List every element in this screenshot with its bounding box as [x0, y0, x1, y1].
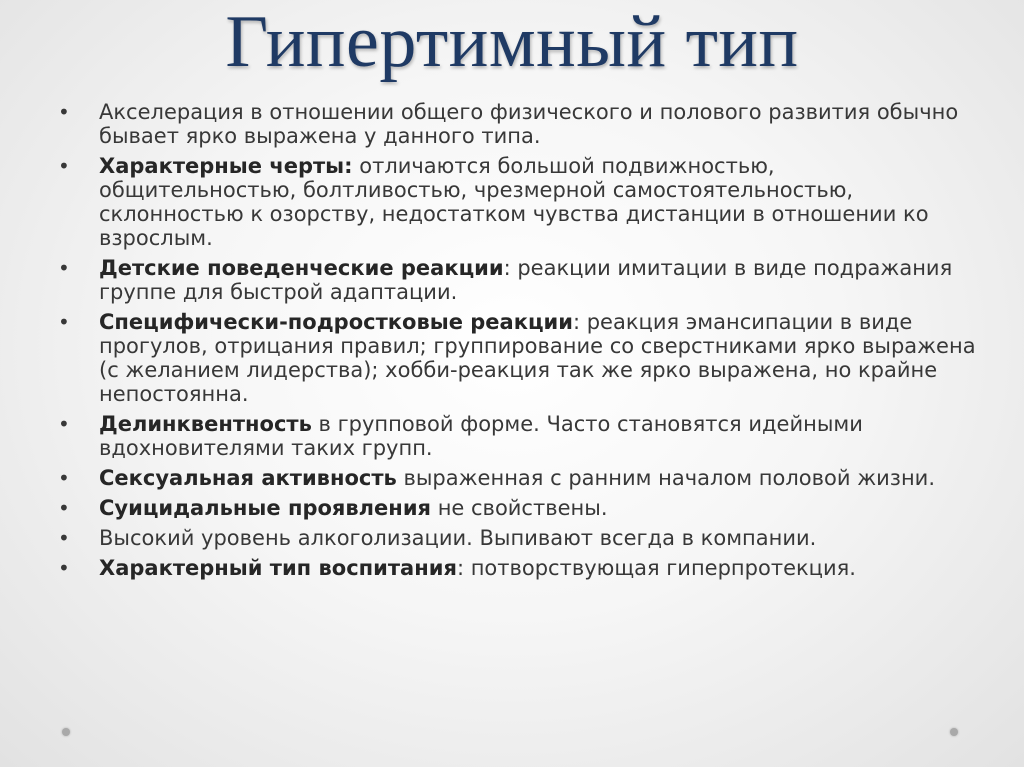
- bullet-list: [56, 100, 976, 586]
- bullet-text: выраженная с ранним началом половой жизни.: [396, 466, 935, 490]
- bullet-text: : реакции имитации в виде подражания группе для быстрой адаптации.: [99, 256, 953, 304]
- bullet-item-acceleration: [56, 100, 976, 148]
- bullet-term: Делинквентность: [99, 412, 312, 436]
- bullet-dot-icon: •: [58, 556, 70, 580]
- bullet-text: Высокий уровень алкоголизации. Выпивают всегда в компании.: [99, 526, 817, 550]
- bullet-dot-icon: •: [58, 154, 70, 178]
- bullet-dot-icon: •: [58, 100, 70, 124]
- bullet-text: не свойствены.: [431, 496, 608, 520]
- bullet-term: Суицидальные проявления: [99, 496, 432, 520]
- bullet-dot-icon: •: [58, 526, 70, 550]
- bullet-dot-icon: •: [58, 310, 70, 334]
- bullet-dot-icon: •: [58, 496, 70, 520]
- corner-dot-icon: [62, 728, 70, 736]
- bullet-text: : реакция эмансипации в виде прогулов, отрицания правил; группирование со сверстниками ярко выражена (с желанием лидерства); хобби-реакция так же ярко выражена, но крайне непостоянна.: [99, 310, 976, 406]
- bullet-text: Акселерация в отношении общего физического и полового развития обычно бывает ярко выражена у данного типа.: [99, 100, 959, 148]
- bullet-term: Характерные черты:: [99, 154, 353, 178]
- bullet-item-suicidal: [56, 496, 976, 520]
- bullet-item-delinquency: [56, 412, 976, 460]
- corner-dot-icon: [950, 728, 958, 736]
- bullet-item-alcohol: [56, 526, 976, 550]
- bullet-item-child-reactions: [56, 256, 976, 304]
- slide-title: Гипертимный тип: [225, 1, 799, 83]
- bullet-term: Характерный тип воспитания: [99, 556, 457, 580]
- bullet-term: Специфически-подростковые реакции: [99, 310, 573, 334]
- bullet-text: в групповой форме. Часто становятся идейными вдохновителями таких групп.: [99, 412, 863, 460]
- bullet-dot-icon: •: [58, 412, 70, 436]
- bullet-text: отличаются большой подвижностью, общительностью, болтливостью, чрезмерной самостоятельностью, склонностью к озорству, недостатком чувства дистанции в отношении ко взрослым.: [99, 154, 929, 250]
- bullet-dot-icon: •: [58, 256, 70, 280]
- bullet-term: Детские поведенческие реакции: [99, 256, 504, 280]
- bullet-text: : потворствующая гиперпротекция.: [456, 556, 856, 580]
- bullet-dot-icon: •: [58, 466, 70, 490]
- bullet-item-sexual-activity: [56, 466, 976, 490]
- bullet-item-traits: [56, 154, 976, 250]
- bullet-item-teen-reactions: [56, 310, 976, 406]
- bullet-item-upbringing: [56, 556, 976, 580]
- bullet-term: Сексуальная активность: [99, 466, 397, 490]
